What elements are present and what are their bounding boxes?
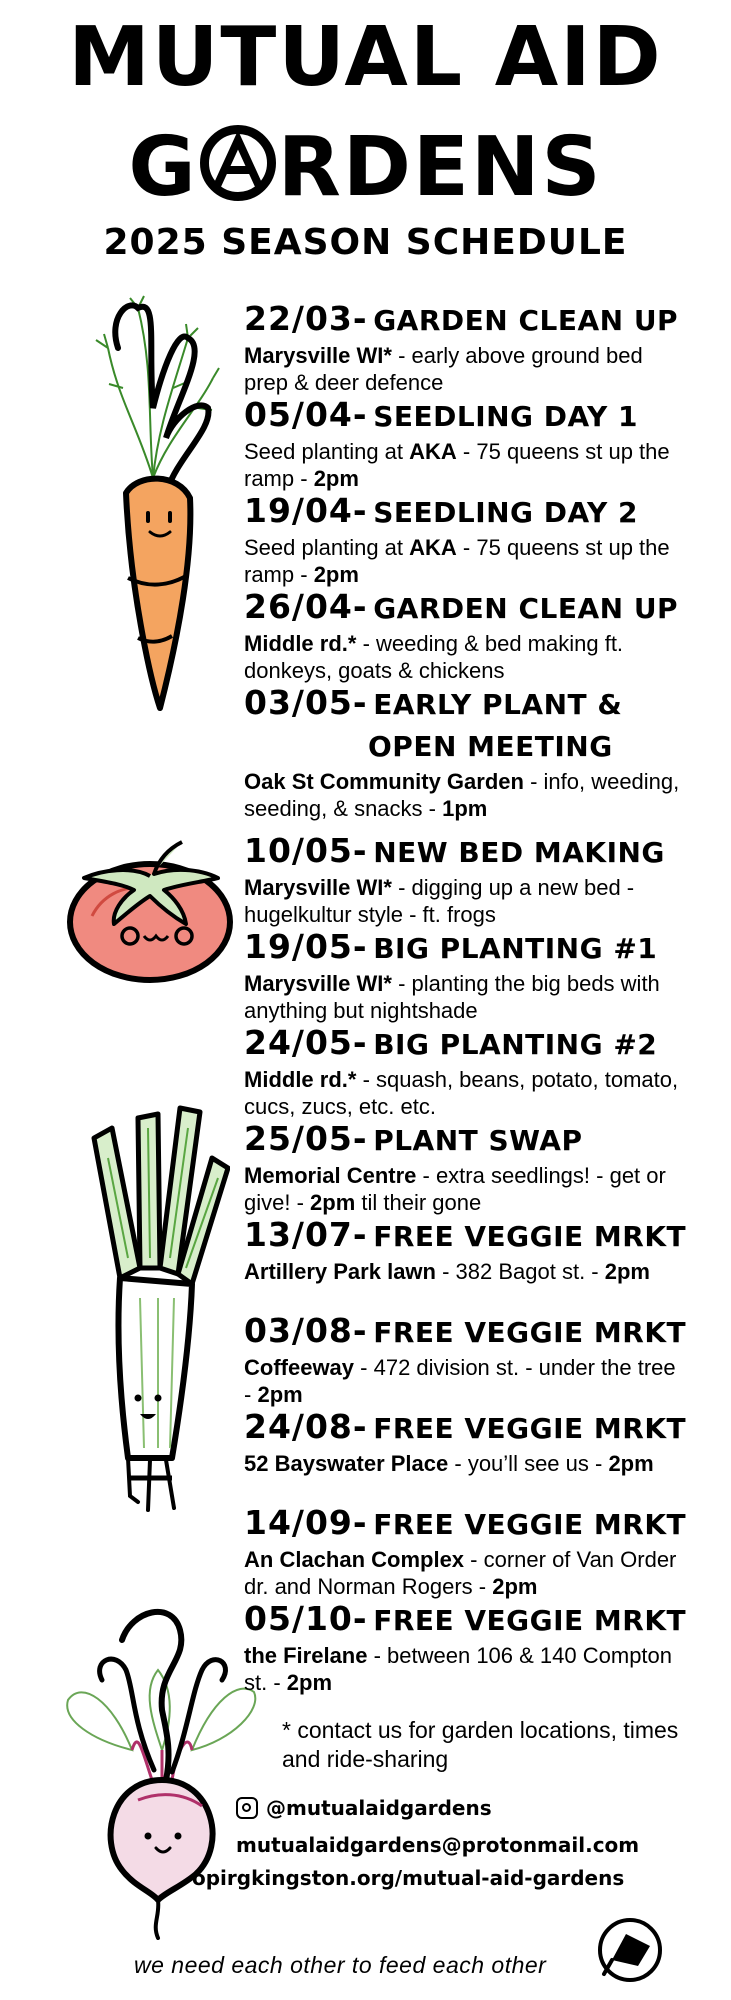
event-date: 13/07- (244, 1215, 368, 1254)
event-location: Coffeeway (244, 1355, 355, 1380)
event-item (244, 1215, 687, 1285)
event-item (244, 396, 684, 492)
season-subtitle: 2025 SEASON SCHEDULE (103, 222, 628, 263)
event-details: - digging up a new bed - hugelkultur style - ft. frogs (244, 875, 635, 927)
event-item (244, 684, 684, 822)
tomato-icon (62, 836, 238, 986)
event-time: 2pm (604, 1259, 650, 1284)
event-location: Middle rd.* (244, 631, 357, 656)
event-name: PLANT SWAP (373, 1124, 583, 1157)
event-item (244, 1407, 687, 1477)
event-name: SEEDLING DAY 1 (373, 400, 639, 433)
event-details: - 382 Bagot st. - (435, 1259, 605, 1284)
title-line-2 (0, 118, 731, 218)
event-time: 2pm (257, 1382, 303, 1407)
event-date: 24/08- (244, 1407, 368, 1446)
footnote: * contact us for garden locations, times and ride-sharing (282, 1717, 679, 1772)
event-location: Marysville WI* (244, 971, 392, 996)
event-name: FREE VEGGIE MRKT (373, 1604, 687, 1637)
event-location: Marysville WI* (244, 875, 392, 900)
event-location: Memorial Centre (244, 1163, 417, 1188)
event-name: BIG PLANTING #2 (373, 1028, 658, 1061)
event-item (244, 832, 684, 928)
event-location: Artillery Park lawn (244, 1259, 436, 1284)
carrot-icon (78, 288, 228, 718)
event-date: 03/05- (244, 683, 368, 722)
title-line-1: MUTUAL AID (68, 10, 663, 105)
event-time: 2pm (608, 1451, 654, 1476)
event-after-text: til their gone (355, 1190, 482, 1215)
event-name: FREE VEGGIE MRKT (373, 1316, 687, 1349)
event-date: 10/05- (244, 831, 368, 870)
instagram-handle[interactable]: @mutualaidgardens (266, 1796, 492, 1820)
event-time: 2pm (313, 466, 359, 491)
event-item (244, 928, 684, 1024)
event-date: 05/04- (244, 395, 368, 434)
event-date: 24/05- (244, 1023, 368, 1062)
event-details: - early above ground bed prep & deer defence (244, 343, 643, 395)
event-description (244, 874, 684, 928)
event-details: - 472 division st. - under the tree - (244, 1355, 676, 1407)
event-location: AKA (409, 439, 457, 464)
event-description (244, 1354, 684, 1408)
event-name-line-2: OPEN MEETING (368, 730, 613, 763)
event-details: - 75 queens st up the ramp - (244, 535, 670, 587)
event-name: FREE VEGGIE MRKT (373, 1220, 687, 1253)
event-description (244, 970, 684, 1024)
event-item (244, 1311, 687, 1408)
event-item (244, 492, 684, 588)
event-location: AKA (409, 535, 457, 560)
event-details: - squash, beans, potato, tomato, cucs, zucs, etc. etc. (244, 1067, 679, 1119)
event-location: Marysville WI* (244, 343, 392, 368)
event-item (244, 1503, 687, 1600)
event-description (244, 1066, 684, 1120)
event-description (244, 768, 684, 822)
website-link[interactable]: opirgkingston.org/mutual-aid-gardens (192, 1866, 625, 1890)
event-location: Middle rd.* (244, 1067, 357, 1092)
event-item (244, 588, 684, 684)
email-address[interactable]: mutualaidgardens@protonmail.com (236, 1833, 640, 1857)
event-location: An Clachan Complex (244, 1547, 465, 1572)
event-details: - between 106 & 140 Compton st. - (244, 1643, 673, 1695)
event-description (244, 630, 684, 684)
event-item (244, 1120, 684, 1216)
event-details: - 75 queens st up the ramp - (244, 439, 670, 491)
anarchist-flag-icon (596, 1916, 664, 1984)
event-description (244, 438, 684, 492)
event-description (244, 1642, 684, 1696)
event-name: EARLY PLANT & (373, 688, 623, 721)
event-name: NEW BED MAKING (373, 836, 665, 869)
event-time: 2pm (313, 562, 359, 587)
event-date: 25/05- (244, 1119, 368, 1158)
event-name: FREE VEGGIE MRKT (373, 1508, 687, 1541)
event-details: - weeding & bed making ft. donkeys, goats & chickens (244, 631, 624, 683)
title-letters-rdens: RDENS (277, 120, 603, 215)
instagram-handle-row[interactable] (236, 1796, 492, 1820)
event-details: - info, weeding, seeding, & snacks - (244, 769, 680, 821)
event-location: Oak St Community Garden (244, 769, 524, 794)
event-date: 19/04- (244, 491, 368, 530)
title-letter-g: G (128, 120, 198, 215)
event-date: 26/04- (244, 587, 368, 626)
event-name: BIG PLANTING #1 (373, 932, 658, 965)
event-pre-text: Seed planting at (244, 439, 410, 464)
event-description (244, 1258, 684, 1285)
event-item (244, 1024, 684, 1120)
event-details: - corner of Van Order dr. and Norman Rogers - (244, 1547, 677, 1599)
event-description (244, 1162, 684, 1216)
event-details: - you’ll see us - (448, 1451, 609, 1476)
event-time: 2pm (492, 1574, 538, 1599)
event-location: 52 Bayswater Place (244, 1451, 449, 1476)
event-details: - extra seedlings! - get or give! - (244, 1163, 666, 1215)
instagram-icon (236, 1797, 258, 1819)
event-description (244, 534, 684, 588)
event-date: 14/09- (244, 1503, 368, 1542)
tagline: we need each other to feed each other (134, 1952, 547, 1978)
anarchy-a-icon (200, 125, 276, 201)
event-time: 1pm (442, 796, 488, 821)
event-date: 05/10- (244, 1599, 368, 1638)
event-date: 22/03- (244, 299, 368, 338)
event-name: FREE VEGGIE MRKT (373, 1412, 687, 1445)
event-pre-text: Seed planting at (244, 535, 410, 560)
event-item (244, 300, 684, 396)
event-description (244, 1546, 684, 1600)
leek-icon (80, 1098, 230, 1518)
event-description (244, 1450, 684, 1477)
event-item (244, 1599, 687, 1696)
event-name: GARDEN CLEAN UP (373, 592, 679, 625)
event-time: 2pm (310, 1190, 356, 1215)
event-details: - planting the big beds with anything but nightshade (244, 971, 660, 1023)
event-name: GARDEN CLEAN UP (373, 304, 679, 337)
event-name: SEEDLING DAY 2 (373, 496, 639, 529)
event-date: 19/05- (244, 927, 368, 966)
event-time: 2pm (286, 1670, 333, 1695)
event-description (244, 342, 684, 396)
event-date: 03/08- (244, 1311, 368, 1350)
event-location: the Firelane (244, 1643, 368, 1668)
